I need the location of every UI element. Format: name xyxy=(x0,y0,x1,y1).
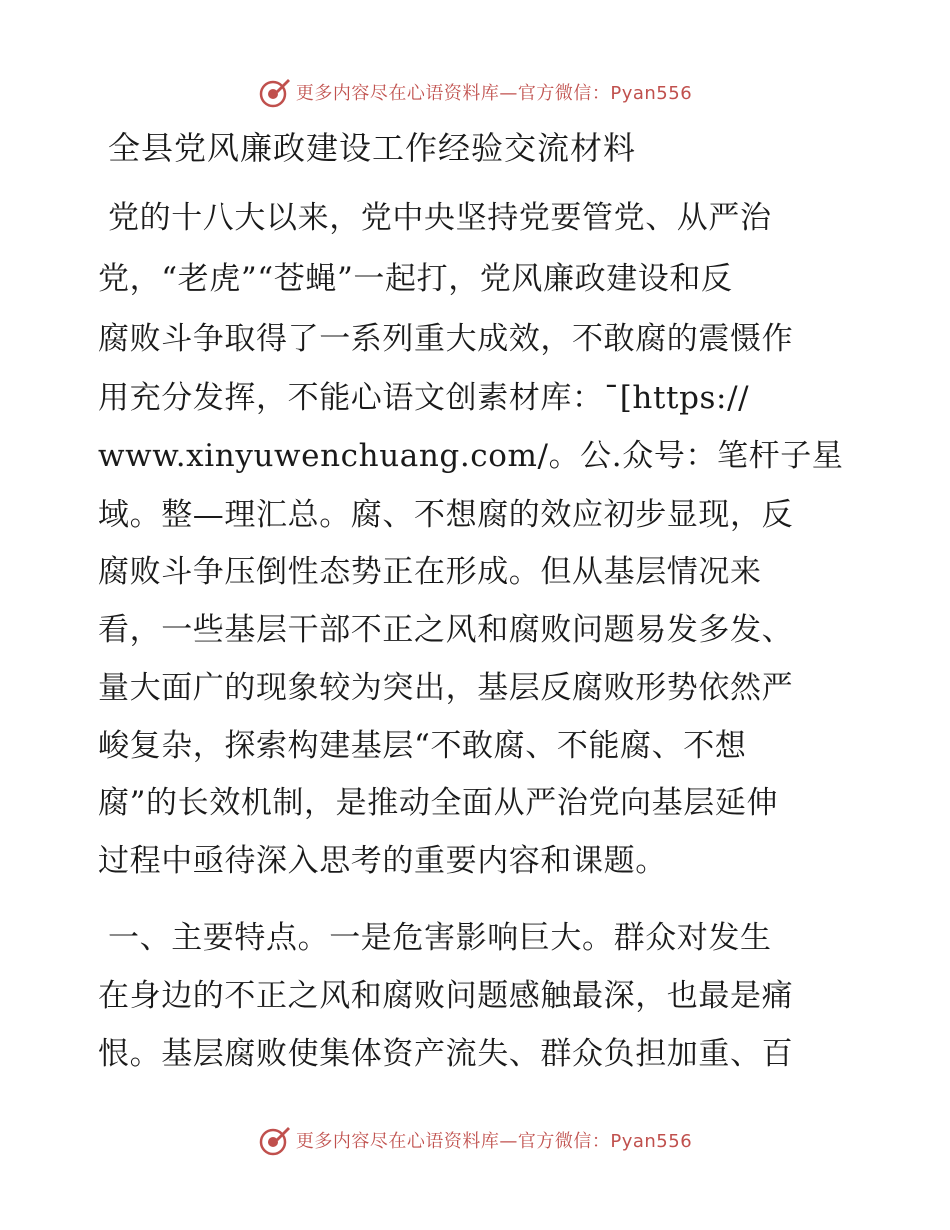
watermark-banner-bottom xyxy=(0,1120,950,1160)
paragraph-line: 腐败斗争压倒性态势正在形成。但从基层情况来 xyxy=(98,554,762,590)
paragraph-line: 量大面广的现象较为突出，基层反腐败形势依然严 xyxy=(98,670,794,706)
pen-logo-icon xyxy=(258,75,292,109)
pen-logo-icon xyxy=(258,1123,292,1157)
paragraph-line: 党的十八大以来，党中央坚持党要管党、从严治 xyxy=(108,200,772,236)
paragraph-line: www.xinyuwenchuang.com/。公.众号：笔杆子星 xyxy=(98,438,844,474)
paragraph-line: 用充分发挥，不能心语文创素材库：¯[https:// xyxy=(98,380,750,416)
paragraph-line: 看，一些基层干部不正之风和腐败问题易发多发、 xyxy=(98,612,794,648)
paragraph-line: 党，“老虎”“苍蝇”一起打，党风廉政建设和反 xyxy=(98,261,733,297)
watermark-text: 更多内容尽在心语资料库—官方微信：Pyan556 xyxy=(295,1131,693,1152)
paragraph-line: 一、主要特点。一是危害影响巨大。群众对发生 xyxy=(108,920,772,956)
paragraph-line: 恨。基层腐败使集体资产流失、群众负担加重、百 xyxy=(98,1036,794,1072)
document-title: 全县党风廉政建设工作经验交流材料 xyxy=(108,129,637,167)
watermark-banner-top xyxy=(0,72,950,112)
paragraph-line: 峻复杂，探索构建基层“不敢腐、不能腐、不想 xyxy=(98,728,747,764)
paragraph-line: 域。整—理汇总。腐、不想腐的效应初步显现，反 xyxy=(98,497,794,533)
paragraph-line: 过程中亟待深入思考的重要内容和课题。 xyxy=(98,843,667,879)
paragraph-line: 腐败斗争取得了一系列重大成效，不敢腐的震慑作 xyxy=(98,321,794,357)
paragraph-line: 在身边的不正之风和腐败问题感触最深，也最是痛 xyxy=(98,978,794,1014)
watermark-text: 更多内容尽在心语资料库—官方微信：Pyan556 xyxy=(295,83,693,104)
paragraph-line: 腐”的长效机制，是推动全面从严治党向基层延伸 xyxy=(98,785,779,821)
